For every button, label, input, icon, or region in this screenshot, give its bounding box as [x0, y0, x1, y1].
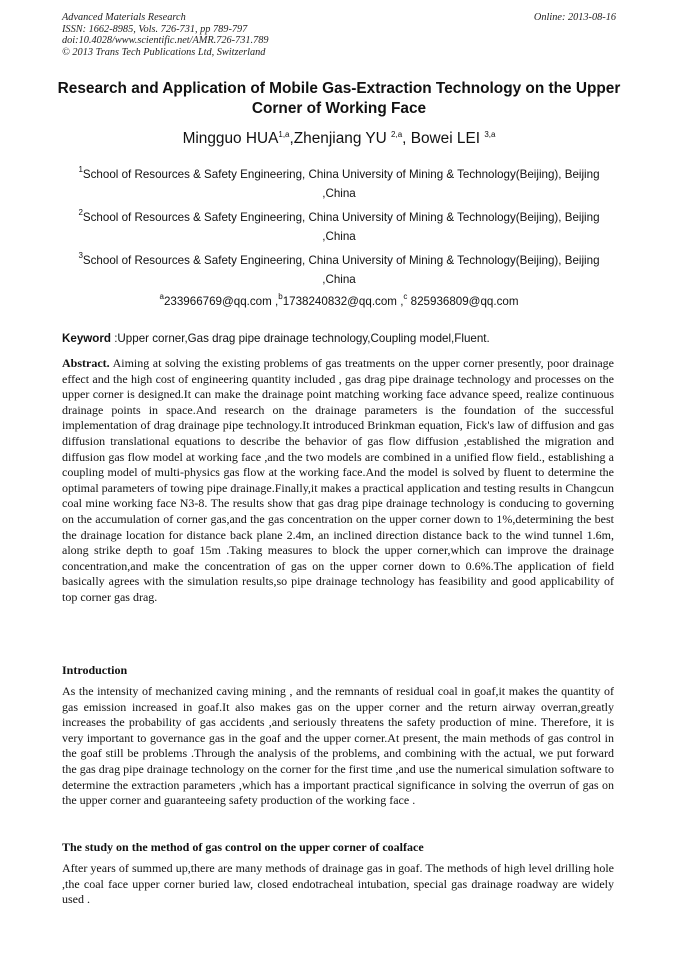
affiliation — [62, 251, 616, 289]
online-date: Online: 2013-08-16 — [533, 12, 616, 23]
author-name: Zhenjiang YU — [293, 130, 387, 147]
issn-line: ISSN: 1662-8985, Vols. 726-731, pp 789-797 — [62, 23, 248, 35]
journal-header — [62, 12, 616, 58]
author-list: Mingguo HUA$^{1,a}$,Zhenjiang YU $^{2,a}$, Bowei LEI $^{3,a}$ — [182, 130, 496, 147]
section-heading-introduction: Introduction — [62, 663, 128, 677]
section-heading-gas-control: The study on the method of gas control on the upper corner of coalface — [62, 840, 424, 854]
author-affiliation-mark: 1,a — [278, 130, 290, 139]
journal-name: Advanced Materials Research — [62, 12, 186, 23]
affiliation-number: 3 — [78, 251, 83, 260]
author-affiliation-mark: 2,a — [391, 130, 403, 139]
abstract-label: Abstract. — [62, 356, 110, 370]
affiliation-text: School of Resources & Safety Engineering, China University of Mining & Technology(Beijing), Beijing ,China — [82, 168, 600, 200]
copyright-line: © 2013 Trans Tech Publications Ltd, Switzerland — [62, 46, 266, 58]
author-affiliation-mark: 3,a — [484, 130, 496, 139]
doi-line: doi:10.4028/www.scientific.net/AMR.726-731.789 — [62, 35, 269, 46]
gas-control-paragraph: After years of summed up,there are many methods of drainage gas in goaf. The methods of high level drilling hole ,the coal face upper corner buried law, closed endotracheal intubation, special gas drainage roadway are widely used . — [62, 861, 614, 907]
email-address[interactable]: 825936809@qq.com — [410, 295, 519, 308]
author-name: Mingguo HUA — [182, 130, 279, 147]
email-address[interactable]: 233966769@qq.com — [163, 295, 272, 308]
paper-title: Research and Application of Mobile Gas-Extraction Technology on the Upper Corner of Working Face — [57, 80, 621, 117]
affiliation — [62, 208, 616, 246]
abstract — [62, 356, 614, 606]
email-mark: b — [278, 292, 283, 301]
introduction-paragraph: As the intensity of mechanized caving mining , and the remnants of residual coal in goaf,it makes the quantity of gas emission increased in goaf.It also makes gas on the upper corner and the return airway overran,greatly increases the probability of gas accidents ,and seriously threatens the safety production of mine. Therefore, it is very important to governance gas in the goaf and the upper corner.At present, the main methods of gas control in the goaf still be problems .Through the analysis of the problems, and combining with the actual, we put forward the gas drag pipe drainage technology on the corner for the first time ,and use the numerical simulation software to determine the extraction parameters ,which has a important practical significance in solving the overrun of gas on the upper corner and guaranteeing safety production of the working face . — [62, 684, 614, 808]
abstract-text: Aiming at solving the existing problems of gas treatments on the upper corner presently, poor drainage effect and the high cost of engineering quantity included , gas drag pipe drainage technology and processes on the upper corner is designed.It can make the drainage point matching working face advance speed, realize continuous drainage points in space.And research on the drainage parameters is the foundation of the successful implementation of drag drainage pipe technology.It introduced Brinkman equation, Fick's law of diffusion and gas diffusion translational equations to describe the behavior of gas flow diffusion ,established the migration and diffusion gas flow model at working face ,and the two models are combined in a unified flow field., establishing a coupling model of multi-physics gas flow at the working face.And the model is solved by fluent to determine the optimal parameters of towing pipe drainage.Finally,it makes a practical application and testing results in Changcun coal mine working face N3-8. The results show that gas drag pipe drainage technology is conducing to governing on the accumulation of corner gas,and the gas concentration on the upper corner down to 1%,determining the best the drainage location for distance back plane 2.4m, an inclined direction distance back to the wind tunnel 1.6m, along strike depth to goaf 15m .Taking measures to block the upper corner,which can improve the drainage concentration,and make the concentration of gas on the upper corner down to 0.6%.The application of field basically agrees with the simulation results,so pipe drainage technology has feasibility and good applicability of top corner gas drag. — [62, 356, 614, 604]
affiliation — [62, 165, 616, 203]
email-mark: a — [159, 292, 164, 301]
email-list: $^a$233966769@qq.com ,$^b$1738240832@qq.com ,$^c$ 825936809@qq.com — [159, 292, 519, 308]
affiliation-text: School of Resources & Safety Engineering, China University of Mining & Technology(Beijing), Beijing ,China — [82, 211, 600, 243]
affiliation-number: 1 — [78, 165, 83, 174]
author-name: Bowei LEI — [410, 130, 481, 147]
email-mark: c — [403, 292, 408, 301]
keywords-label: Keyword — [62, 332, 111, 345]
email-address[interactable]: 1738240832@qq.com — [282, 295, 397, 308]
affiliation-text: School of Resources & Safety Engineering, China University of Mining & Technology(Beijing), Beijing ,China — [82, 254, 600, 286]
keywords — [62, 330, 622, 348]
affiliation-number: 2 — [78, 208, 83, 217]
keywords-text: :Upper corner,Gas drag pipe drainage technology,Coupling model,Fluent. — [114, 332, 490, 345]
